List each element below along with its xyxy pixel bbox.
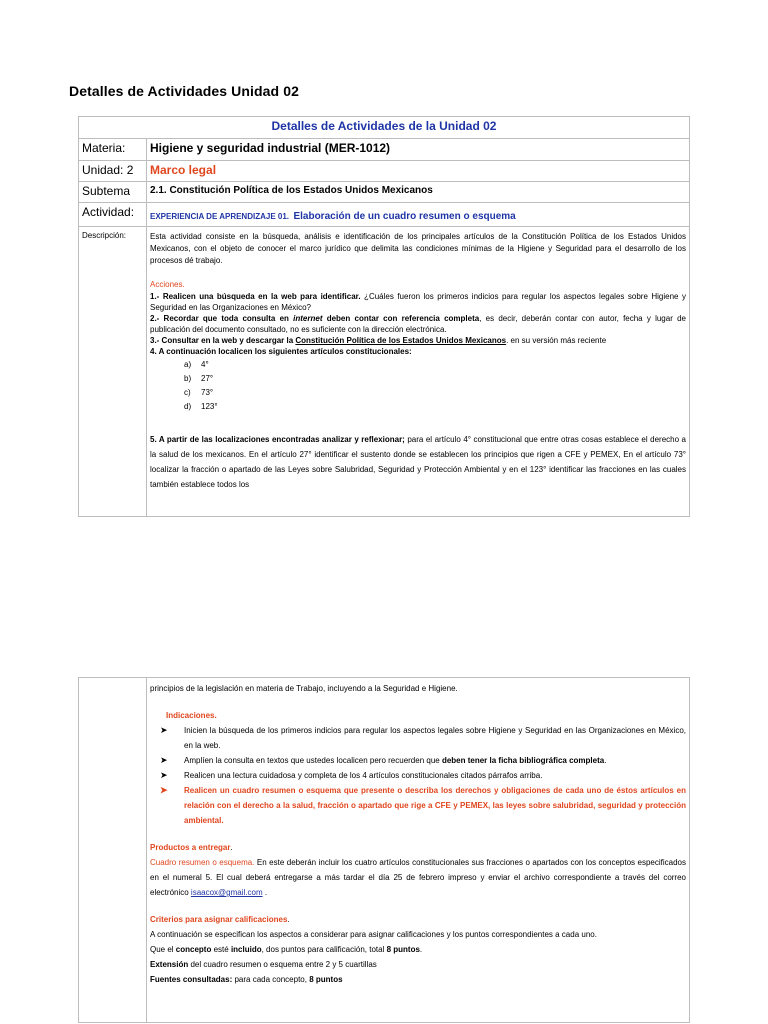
article-value: 73° xyxy=(201,388,214,397)
subtema-row xyxy=(79,182,690,203)
descripcion-continued xyxy=(147,678,690,1023)
list-item xyxy=(160,753,686,768)
criterio-3 xyxy=(150,972,686,987)
table-title: Detalles de Actividades de la Unidad 02 xyxy=(79,117,690,139)
criterio-3-rest: para cada concepto, xyxy=(232,975,310,984)
productos-after: . xyxy=(262,888,268,897)
criterio-3-b: Fuentes consultadas: xyxy=(150,975,233,984)
arrow-bullet-icon: ➤ xyxy=(160,785,168,795)
descripcion-label: Descripción: xyxy=(79,227,147,517)
list-item xyxy=(160,723,686,753)
article-letter: c) xyxy=(184,388,191,397)
indicacion-4: Realicen un cuadro resumen o esquema que presente o describa los derechos y obligaciones de cada uno de éstos artículos en relación con el derecho a la salud, fracción o apartado que rige a CFE y PEMEX, las leyes sobre salubridad, seguridad y protección ambiental. xyxy=(184,786,686,825)
descripcion-continued-text: principios de la legislación en materia de Trabajo, incluyendo a la Seguridad e Higiene. xyxy=(150,684,458,693)
criterio-1-g: . xyxy=(419,945,423,954)
unidad-label: Unidad: 2 xyxy=(79,161,147,182)
email-link[interactable]: isaacox@gmail.com xyxy=(190,888,263,897)
indicaciones-list xyxy=(150,723,686,828)
materia-value: Higiene y seguridad industrial (MER-1012) xyxy=(147,139,690,161)
list-item xyxy=(184,400,686,414)
accion-2-bold-2: deben contar con referencia completa xyxy=(322,314,480,323)
article-letter: b) xyxy=(184,374,192,383)
article-value: 27° xyxy=(201,374,214,383)
list-item xyxy=(184,358,686,372)
productos-heading-dot: . xyxy=(230,843,233,852)
actividad-label: Actividad: xyxy=(79,203,147,227)
criterio-3-f: 8 puntos xyxy=(309,975,343,984)
accion-3-bold: 3.- Consultar en la web y descargar la xyxy=(150,336,296,345)
article-letter: a) xyxy=(184,360,192,369)
indicacion-1: Inicien la búsqueda de los primeros indicios para regular los aspectos legales sobre Higiene y Seguridad en las Organizaciones en México, en la web. xyxy=(184,726,686,750)
article-value: 4° xyxy=(201,360,209,369)
activity-table xyxy=(78,116,690,517)
productos-heading xyxy=(150,840,686,855)
criterio-1-b: concepto xyxy=(175,945,212,954)
descripcion-row xyxy=(79,227,690,517)
accion-5-bold: 5. A partir de las localizaciones encontradas analizar y reflexionar; xyxy=(150,435,405,444)
criterios-intro: A continuación se especifican los aspectos a considerar para asignar calificaciones y los puntos correspondientes a cada uno. xyxy=(150,930,597,939)
criterios-heading-dot: . xyxy=(287,915,290,924)
accion-3 xyxy=(150,335,686,346)
accion-2-text: , es decir, deberán contar con autor, fecha y lugar de publicación del documento consultado, no es suficiente con la dirección electrónica. xyxy=(150,314,686,334)
indicaciones-heading: Indicaciones. xyxy=(166,711,217,720)
empty-label-cell xyxy=(79,678,147,1023)
productos-heading-text: Productos a entregar xyxy=(150,843,231,852)
arrow-bullet-icon: ➤ xyxy=(160,755,168,765)
indicacion-2-bold: deben tener la ficha bibliográfica completa xyxy=(441,756,605,765)
productos-sub: Cuadro resumen o esquema. xyxy=(150,858,255,867)
arrow-bullet-icon: ➤ xyxy=(160,770,168,780)
accion-5-text: para el artículo 4° constitucional que entre otras cosas establece el derecho a la salud de los mexicanos. En el artículo 27° identificar el sustento donde se establecen los principios que rigen a CFE y PEMEX, En el artículo 73° localizar la fracción o apartado de las Leyes sobre Salubridad, Seguridad y Protección Ambiental y en el 123° identificar las fracciones en las cuales también establece todos los xyxy=(150,435,686,489)
descripcion-continued-row xyxy=(79,678,690,1023)
indicacion-2-pre: Amplíen la consulta en textos que ustedes localicen pero recuerden que xyxy=(184,756,442,765)
descripcion-content xyxy=(147,227,690,517)
arrow-bullet-icon: ➤ xyxy=(160,725,168,735)
actividad-title: Elaboración de un cuadro resumen o esquema xyxy=(293,211,516,222)
constitucion-link[interactable]: Constitución Política de los Estados Unidos Mexicanos xyxy=(295,336,507,345)
accion-4-bold: 4. A continuación localicen los siguientes artículos constitucionales: xyxy=(150,347,412,356)
productos-body: En este deberán incluir los cuatro artículos constitucionales sus fracciones o apartados con los conceptos especificados en el numeral 5. El cual deberá entregarse a más tardar el día 25 de febrero impreso y enviar el archivo correspondiente a través del correo electrónico xyxy=(150,858,686,897)
list-item xyxy=(184,372,686,386)
unidad-row xyxy=(79,161,690,182)
accion-1-text: ¿Cuáles fueron los primeros indicios para regular los aspectos legales sobre Higiene y Seguridad en las Organizaciones en México? xyxy=(150,292,686,312)
table-title-row xyxy=(79,117,690,139)
accion-2-bold-1: 2.- Recordar que toda consulta en xyxy=(150,314,294,323)
criterio-2 xyxy=(150,957,686,972)
indicacion-3: Realicen una lectura cuidadosa y completa de los 4 artículos constitucionales citados párrafos arriba. xyxy=(184,771,543,780)
articles-list xyxy=(150,358,686,414)
accion-2 xyxy=(150,313,686,335)
criterio-1 xyxy=(150,942,686,957)
acciones-heading: Acciones. xyxy=(150,280,185,289)
criterios-heading-text: Criterios para asignar calificaciones xyxy=(150,915,288,924)
accion-4 xyxy=(150,346,686,357)
criterio-1-f: 8 puntos xyxy=(386,945,420,954)
criterio-1-d: incluido xyxy=(230,945,262,954)
accion-5 xyxy=(150,432,686,492)
materia-row xyxy=(79,139,690,161)
indicacion-2-post: . xyxy=(604,756,607,765)
criterio-2-b: Extensión xyxy=(150,960,189,969)
article-value: 123° xyxy=(201,402,218,411)
materia-label: Materia: xyxy=(79,139,147,161)
actividad-value xyxy=(147,203,690,227)
criterios-heading xyxy=(150,912,686,927)
accion-2-italic: internet xyxy=(293,314,323,323)
list-item xyxy=(184,386,686,400)
criterio-1-e: , dos puntos para calificación, total xyxy=(261,945,387,954)
actividad-row xyxy=(79,203,690,227)
criterio-1-c: esté xyxy=(211,945,231,954)
article-letter: d) xyxy=(184,402,192,411)
accion-3-text: . en su versión más reciente xyxy=(506,336,607,345)
productos-text xyxy=(150,855,686,900)
list-item xyxy=(160,768,686,783)
criterio-1-a: Que el xyxy=(150,945,176,954)
criterio-2-rest: del cuadro resumen o esquema entre 2 y 5 cuartillas xyxy=(188,960,377,969)
subtema-value: 2.1. Constitución Política de los Estados Unidos Mexicanos xyxy=(147,182,690,203)
actividad-prefix: EXPERIENCIA DE APRENDIZAJE 01. xyxy=(150,212,289,221)
list-item xyxy=(160,783,686,828)
page-heading: Detalles de Actividades Unidad 02 xyxy=(69,83,299,99)
subtema-label: Subtema xyxy=(79,182,147,203)
unidad-value: Marco legal xyxy=(147,161,690,182)
activity-table-continued xyxy=(78,677,690,1023)
accion-1 xyxy=(150,291,686,313)
accion-1-bold: 1.- Realicen una búsqueda en la web para identificar. xyxy=(150,292,361,301)
descripcion-intro: Esta actividad consiste en la búsqueda, análisis e identificación de los principales artículos de la Constitución Política de los Estados Unidos Mexicanos, con el objeto de conocer el marco jurídico que delimita las condiciones mínimas de la Higiene y Seguridad para el desarrollo de los procesos dé trabajo. xyxy=(150,232,686,265)
